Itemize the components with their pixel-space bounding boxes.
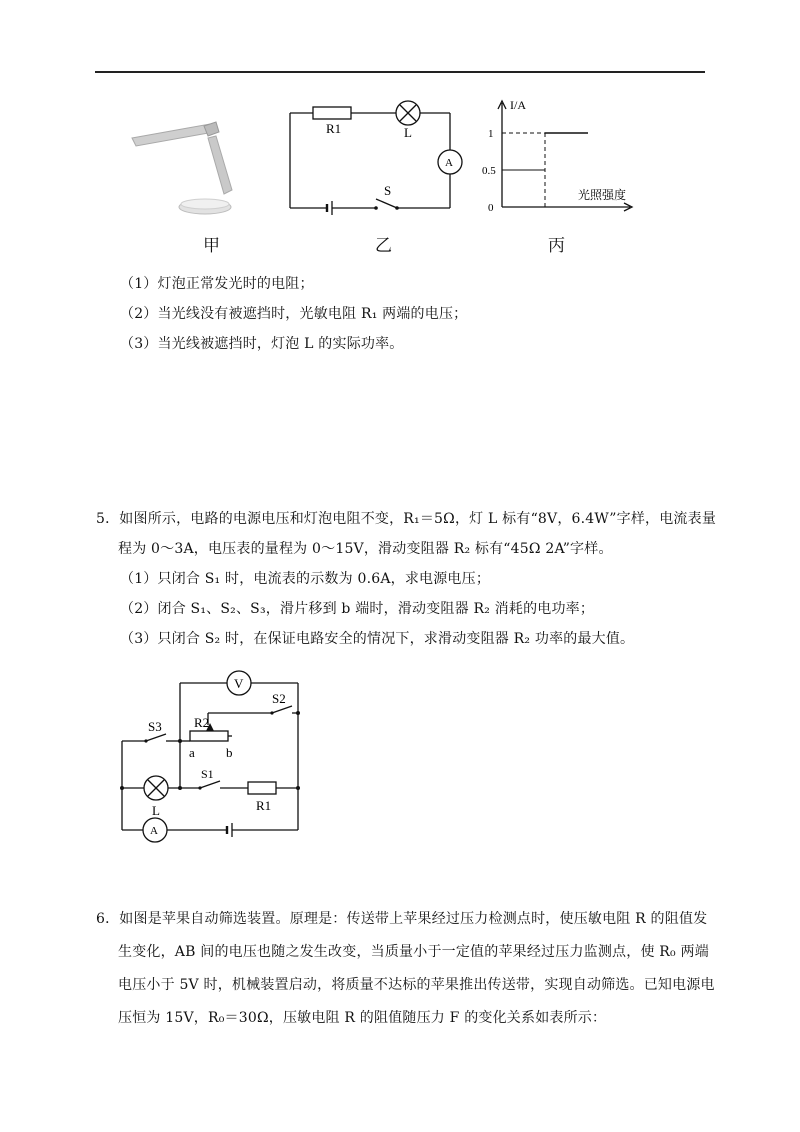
figure-bing-caption: 丙 [548,236,565,256]
lamp-label: L [404,125,412,140]
voltmeter-label: V [234,676,244,691]
tick-1: 1 [488,128,494,140]
r1-label-q5: R1 [256,798,272,813]
q5-stem-line2: 程为 0～3A，电压表的量程为 0～15V，滑动变阻器 R₂ 标有“45Ω 2A”字样。 [118,541,613,557]
q6-stem-line2: 生变化，AB 间的电压也随之发生改变，当质量小于一定值的苹果经过压力监测点，使 R₀ 两端 [118,944,709,960]
switch-label: S [384,183,392,198]
s3-label: S3 [148,719,162,734]
circuit-yi-figure [280,95,470,220]
y-axis-label: I/A [510,98,526,112]
x-axis-label: 光照强度 [578,188,627,202]
a-label: a [189,745,195,760]
q5-part-1: （1）只闭合 S₁ 时，电流表的示数为 0.6A，求电源电压； [120,571,491,587]
figure-yi-caption: 乙 [375,236,392,256]
lamp-label-q5: L [152,803,160,818]
figure-jia-caption: 甲 [203,236,220,256]
header-rule [95,71,705,73]
s1-label: S1 [201,767,214,781]
tick-05: 0.5 [482,165,496,177]
tick-0: 0 [488,202,494,214]
desk-lamp-figure [120,110,240,220]
r2-label: R2 [194,715,210,730]
q5-stem-line1: 5．如图所示，电路的电源电压和灯泡电阻不变，R₁＝5Ω，灯 L 标有“8V，6.4W”字样，电流表量 [96,511,717,527]
q4-part-1: （1）灯泡正常发光时的电阻； [120,276,314,292]
chart-lines [502,133,588,207]
graph-bing-figure [480,95,640,220]
q4-part-2: （2）当光线没有被遮挡时，光敏电阻 R₁ 两端的电压； [120,306,468,322]
q6-stem-line3: 电压小于 5V 时，机械装置启动，将质量不达标的苹果推出传送带，实现自动筛选。已知电源电 [118,977,715,993]
q6-stem-line4: 压恒为 15V，R₀＝30Ω，压敏电阻 R 的阻值随压力 F 的变化关系如表所示： [118,1010,607,1026]
ammeter-label: A [445,157,453,169]
ammeter-label-q5: A [150,825,158,837]
s2-label: S2 [272,691,286,706]
q5-part-3: （3）只闭合 S₂ 时，在保证电路安全的情况下，求滑动变阻器 R₂ 功率的最大值。 [120,631,635,647]
r1-label: R1 [326,121,342,136]
b-label: b [226,745,233,760]
circuit-q5-figure [112,665,312,845]
q4-part-3: （3）当光线被遮挡时，灯泡 L 的实际功率。 [120,336,404,352]
q6-stem-line1: 6．如图是苹果自动筛选装置。原理是：传送带上苹果经过压力检测点时，使压敏电阻 R 的阻值发 [96,911,708,927]
q5-part-2: （2）闭合 S₁、S₂、S₃，滑片移到 b 端时，滑动变阻器 R₂ 消耗的电功率； [120,601,595,617]
